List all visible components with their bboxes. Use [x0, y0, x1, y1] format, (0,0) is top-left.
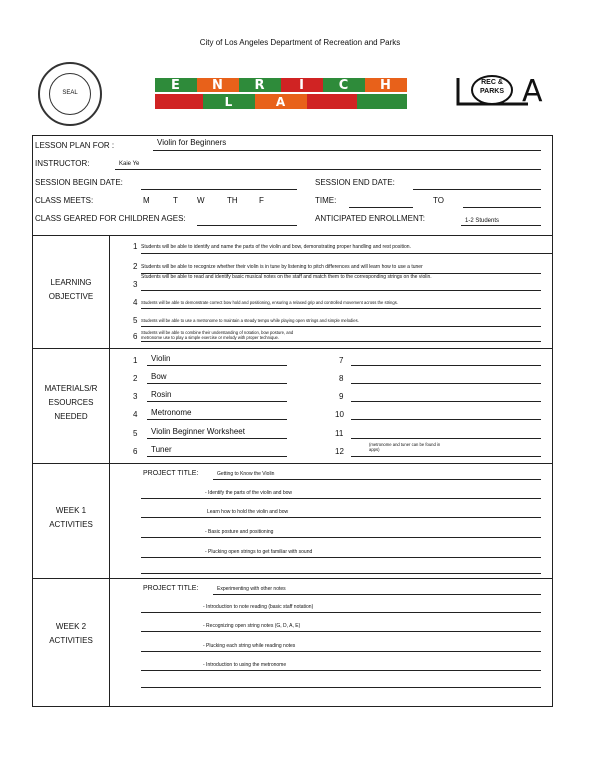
week2-project-title[interactable]: Experimenting with other notes [213, 584, 541, 595]
organization-header: City of Los Angeles Department of Recreation and Parks [199, 38, 401, 47]
week2-activity[interactable]: - Introduction to using the metronome [141, 660, 541, 671]
material-number: 7 [339, 356, 344, 365]
ages-label: CLASS GEARED FOR CHILDREN AGES: [35, 214, 186, 223]
ages-field[interactable] [197, 215, 297, 226]
material-item[interactable]: (metronome and tuner can be found in apps) [351, 442, 541, 457]
material-number: 10 [335, 410, 344, 419]
material-item[interactable]: Bow [147, 372, 287, 384]
material-number: 5 [133, 429, 138, 438]
material-item[interactable] [351, 408, 541, 420]
la-letter: L [203, 94, 255, 109]
objective-number: 6 [133, 332, 138, 341]
objective-text[interactable]: Students will be able to read and identify basic musical notes on the staff and match them to the corresponding strings on the violin. [141, 274, 541, 291]
objective-text[interactable]: Students will be able to identify and name the parts of the violin and bow, demonstrating proper handling and rest position. [141, 242, 553, 254]
enrich-letter: E [155, 78, 197, 92]
la-tile [155, 94, 203, 109]
week1-label-line: WEEK 1 [55, 506, 87, 515]
week2-label [33, 620, 109, 648]
day-thursday[interactable]: TH [227, 196, 238, 205]
enrich-row [155, 78, 407, 92]
la-mark: A [522, 74, 543, 109]
week2-label-line: WEEK 2 [55, 622, 87, 631]
material-number: 12 [335, 447, 344, 456]
material-item[interactable]: Tuner [147, 445, 287, 457]
materials-label-line: NEEDED [54, 412, 88, 421]
material-item[interactable] [351, 427, 541, 439]
objective-text[interactable]: Students will be able to use a metronome to maintain a steady tempo while playing open strings and simple melodies. [141, 316, 541, 327]
materials-label [33, 382, 109, 424]
objective-number: 2 [133, 262, 138, 271]
week2-activity[interactable]: - Plucking each string while reading notes [141, 641, 541, 652]
week2-label-line: ACTIVITIES [49, 636, 93, 645]
class-meets-label: CLASS MEETS: [35, 196, 94, 205]
week2-activity[interactable] [141, 677, 541, 688]
objective-text[interactable]: Students will be able to combine their understanding of notation, bow posture, and metronome use to play a simple exercise or melody with proper technique. [141, 330, 541, 342]
material-item[interactable] [351, 372, 541, 384]
week2-activity[interactable]: - Introduction to note reading (basic staff notation) [141, 602, 541, 613]
week2-activity[interactable]: - Recognizing open string notes (G, D, A, E) [141, 621, 541, 632]
rec-parks-logo [448, 72, 552, 112]
session-end-field[interactable] [413, 178, 541, 190]
rec-parks-top: REC & [481, 79, 503, 86]
day-tuesday[interactable]: T [173, 196, 178, 205]
week1-label [33, 504, 109, 532]
material-item[interactable]: Metronome [147, 408, 287, 420]
time-end-field[interactable] [463, 197, 541, 208]
material-number: 2 [133, 374, 138, 383]
week1-activity[interactable]: - Plucking open strings to get familiar with sound [141, 547, 541, 558]
section-divider [33, 348, 552, 349]
day-monday[interactable]: M [143, 196, 150, 205]
materials-label-line: ESOURCES [48, 398, 94, 407]
objective-number: 5 [133, 316, 138, 325]
lesson-plan-field[interactable]: Violin for Beginners [153, 138, 541, 151]
enrich-letter: N [197, 78, 239, 92]
day-wednesday[interactable]: W [197, 196, 205, 205]
enrich-letter: H [365, 78, 407, 92]
seal-label: SEAL [62, 90, 78, 96]
week1-activity[interactable]: - Identify the parts of the violin and bow [141, 488, 541, 499]
la-letter: A [255, 94, 307, 109]
instructor-label: INSTRUCTOR: [35, 159, 90, 168]
material-item[interactable] [351, 390, 541, 402]
material-item[interactable] [351, 354, 541, 366]
material-item[interactable]: Rosin [147, 390, 287, 402]
enrich-letter: I [281, 78, 323, 92]
section-divider [33, 463, 552, 464]
material-number: 8 [339, 374, 344, 383]
label-column-divider [109, 235, 110, 706]
la-tile [357, 94, 407, 109]
day-friday[interactable]: F [259, 196, 264, 205]
materials-label-line: MATERIALS/R [44, 384, 98, 393]
objective-text[interactable]: Students will be able to demonstrate correct bow hold and positioning, ensuring a relaxed grip and controlled movement across the strings. [141, 298, 541, 309]
learning-objective-label [33, 276, 109, 304]
week1-project-label: PROJECT TITLE: [143, 470, 199, 477]
session-end-label: SESSION END DATE: [315, 178, 395, 187]
section-divider [33, 235, 552, 236]
week1-activity[interactable]: - Basic posture and positioning [141, 527, 541, 538]
city-seal-logo [38, 62, 102, 126]
objective-number: 4 [133, 298, 138, 307]
enrollment-label: ANTICIPATED ENROLLMENT: [315, 214, 425, 223]
enrich-letter: R [239, 78, 281, 92]
session-begin-field[interactable] [141, 178, 297, 190]
enrich-la-logo [155, 78, 407, 109]
time-start-field[interactable] [349, 197, 413, 208]
material-number: 6 [133, 447, 138, 456]
learning-label-line: OBJECTIVE [48, 292, 94, 301]
material-number: 11 [335, 429, 344, 438]
time-label: TIME: [315, 196, 337, 205]
la-tile [307, 94, 357, 109]
to-label: TO [433, 196, 444, 205]
objective-number: 1 [133, 242, 138, 251]
material-item[interactable]: Violin [147, 354, 287, 366]
material-number: 3 [133, 392, 138, 401]
material-number: 4 [133, 410, 138, 419]
objective-text[interactable]: Students will be able to recognize whether their violin is in tune by listening to pitch differences and will learn how to use a tuner [141, 262, 541, 274]
la-row [155, 92, 407, 109]
week1-project-title[interactable]: Getting to Know the Violin [213, 469, 541, 480]
enrich-letter: C [323, 78, 365, 92]
section-divider [33, 578, 552, 579]
week1-activity[interactable]: Learn how to hold the violin and bow [141, 507, 541, 518]
week2-project-label: PROJECT TITLE: [143, 585, 199, 592]
session-begin-label: SESSION BEGIN DATE: [35, 178, 123, 187]
instructor-field[interactable]: Kaie Ye [115, 159, 541, 170]
enrollment-field[interactable]: 1-2 Students [461, 215, 541, 226]
week1-label-line: ACTIVITIES [49, 520, 93, 529]
rec-parks-bottom: PARKS [480, 88, 504, 95]
objective-number: 3 [133, 280, 138, 289]
material-item[interactable]: Violin Beginner Worksheet [147, 427, 287, 439]
material-number: 9 [339, 392, 344, 401]
lesson-plan-label: LESSON PLAN FOR : [35, 141, 115, 150]
week1-activity[interactable] [141, 563, 541, 574]
material-number: 1 [133, 356, 138, 365]
lesson-plan-form [32, 135, 553, 707]
learning-label-line: LEARNING [50, 278, 92, 287]
